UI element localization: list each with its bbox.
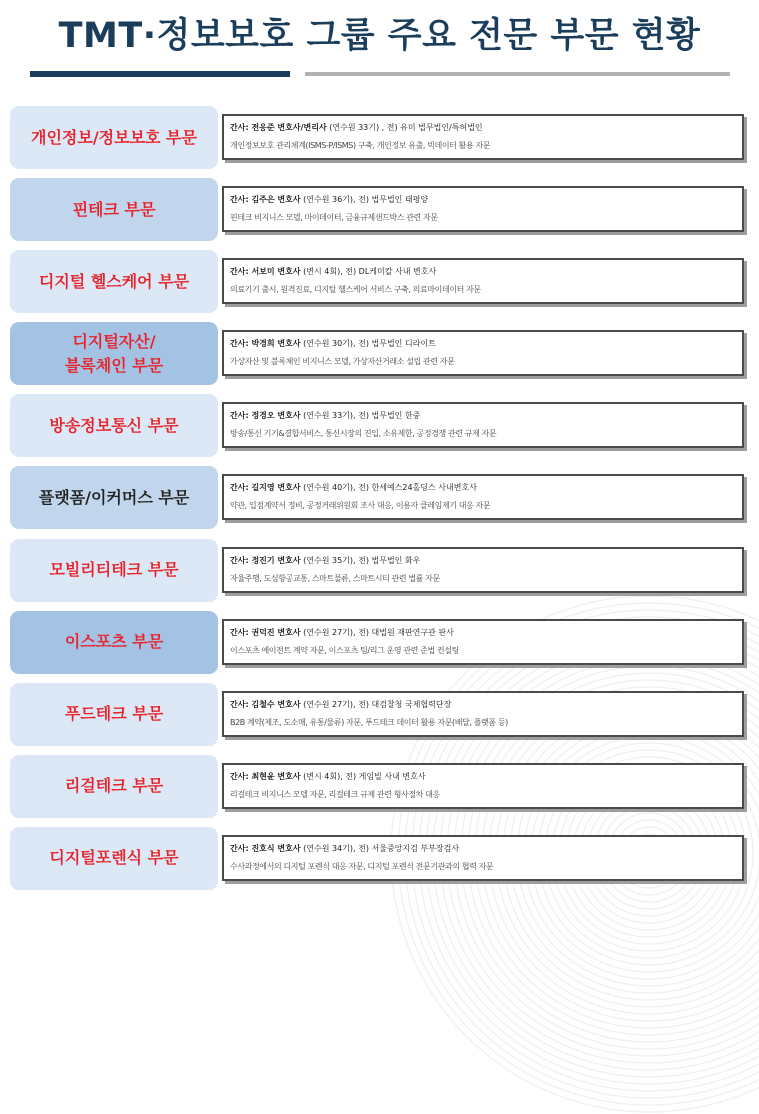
secretary-name: 간사: 최현윤 변호사 (230, 771, 301, 781)
section-label: 핀테크 부문 (10, 178, 218, 241)
section-label: 디지털 헬스케어 부문 (10, 250, 218, 313)
secretary-name: 간사: 정경오 변호사 (230, 411, 301, 421)
section-info-box (222, 186, 744, 232)
section-list (10, 106, 750, 899)
section-info-box (222, 114, 744, 160)
section-label: 개인정보/정보보호 부문 (10, 106, 218, 169)
secretary-career: (연수원 35기), 전) 법무법인 화우 (300, 555, 421, 565)
section-row (10, 539, 750, 602)
secretary-name: 간사: 김주은 변호사 (230, 195, 301, 205)
secretary-name: 간사: 정진기 변호사 (230, 555, 301, 565)
secretary-name: 간사: 서보미 변호사 (230, 267, 301, 277)
secretary-career: (연수원 27기), 전) 대법원 재판연구관 판사 (300, 627, 454, 637)
section-info-box (222, 547, 744, 593)
practice-field: 의료기기 출시, 원격진료, 디지털 헬스케어 서비스 구축, 의료마이데이터 자문 (230, 285, 481, 295)
secretary-name: 간사: 김철수 변호사 (230, 699, 301, 709)
secretary-career: (연수원 40기), 전) 한세예스24홀딩스 사내변호사 (300, 483, 477, 493)
secretary-line (230, 696, 742, 714)
section-row (10, 755, 750, 818)
secretary-line (230, 407, 742, 425)
practice-field: 리걸테크 비지니스 모델 자문, 리걸테크 규제 관련 형사절차 대응 (230, 789, 440, 799)
section-info-box (222, 402, 744, 448)
section-label: 디지털포렌식 부문 (10, 827, 218, 890)
title-underline-light (305, 72, 730, 76)
section-label: 모빌리티테크 부문 (10, 539, 218, 602)
secretary-line (230, 335, 742, 353)
section-info-box (222, 835, 744, 881)
practice-field: 자율주행, 도심항공교통, 스마트물류, 스마트시티 관련 법률 자문 (230, 573, 440, 583)
section-row (10, 683, 750, 746)
practice-field: 가상자산 및 블록체인 비지니스 모델, 가상자산거래소 설립 관련 자문 (230, 357, 455, 367)
section-info-box (222, 763, 744, 809)
secretary-line (230, 624, 742, 642)
section-row (10, 466, 750, 529)
secretary-line (230, 840, 742, 858)
secretary-career: (연수원 34기), 전) 서울중앙지검 부부장검사 (300, 843, 460, 853)
section-row (10, 611, 750, 674)
section-label: 디지털자산/ 블록체인 부문 (10, 322, 218, 385)
practice-field: B2B 계약(제조, 도소매, 유통/물류) 자문, 푸드테크 데이터 활용 자문(배달, 플랫폼 등) (230, 717, 508, 727)
section-row (10, 827, 750, 890)
section-info-box (222, 330, 744, 376)
section-info-box (222, 619, 744, 665)
secretary-name: 간사: 권덕진 변호사 (230, 627, 301, 637)
secretary-career: (변시 4회), 전) 게임빌 사내 변호사 (300, 771, 426, 781)
section-label: 리걸테크 부문 (10, 755, 218, 818)
section-info-box (222, 691, 744, 737)
section-label: 이스포츠 부문 (10, 611, 218, 674)
section-row (10, 178, 750, 241)
section-row (10, 394, 750, 457)
secretary-name: 간사: 진호식 변호사 (230, 843, 301, 853)
secretary-career: (연수원 33기), 전) 법무법인 한중 (300, 411, 421, 421)
practice-field: 약관, 입점계약서 정비, 공정거래위원회 조사 대응, 이용자 클레임제기 대응 자문 (230, 501, 491, 511)
practice-field: 이스포츠 에이전트 계약 자문, 이스포츠 팀/리그 운영 관련 준법 컨설팅 (230, 645, 459, 655)
secretary-line (230, 479, 742, 497)
secretary-name: 간사: 길지영 변호사 (230, 483, 301, 493)
secretary-career: (연수원 36기), 전) 법무법인 태평양 (300, 195, 429, 205)
secretary-line (230, 552, 742, 570)
section-info-box (222, 258, 744, 304)
page-title: TMT·정보보호 그룹 주요 전문 부문 현황 (58, 16, 701, 56)
practice-field: 핀테크 비지니스 모델, 마이데이터, 금융규제샌드박스 관련 자문 (230, 213, 438, 223)
practice-field: 방송/통신 기기&결합서비스, 통신시장의 진입, 소유제한, 공정경쟁 관련 규제 자문 (230, 429, 497, 439)
secretary-line (230, 768, 742, 786)
secretary-line (230, 191, 742, 209)
section-info-box (222, 474, 744, 520)
title-underline-dark (30, 71, 290, 77)
section-row (10, 250, 750, 313)
section-label: 플랫폼/이커머스 부문 (10, 466, 218, 529)
secretary-career: (연수원 30기), 전) 법무법인 디라이트 (300, 339, 436, 349)
section-row (10, 106, 750, 169)
secretary-career: (변시 4회), 전) DL케미칼 사내 변호사 (300, 267, 437, 277)
secretary-name: 간사: 박경희 변호사 (230, 339, 301, 349)
secretary-career: (연수원 27기), 전) 대검찰청 국제협력단장 (300, 699, 452, 709)
section-row (10, 322, 750, 385)
secretary-career: (연수원 33기) , 전) 유미 법무법인/특허법인 (326, 123, 483, 132)
secretary-line (230, 119, 742, 137)
secretary-name: 간사: 전응준 변호사/변리사 (230, 123, 327, 132)
secretary-line (230, 263, 742, 281)
section-label: 방송정보통신 부문 (10, 394, 218, 457)
practice-field: 개인정보보호 관리체계(ISMS-P/ISMS) 구축, 개인정보 유출, 빅데이터 활용 자문 (230, 141, 491, 150)
practice-field: 수사과정에서의 디지털 포렌식 대응 자문, 디지털 포렌식 전문기관과의 협력 자문 (230, 861, 494, 871)
section-label: 푸드테크 부문 (10, 683, 218, 746)
